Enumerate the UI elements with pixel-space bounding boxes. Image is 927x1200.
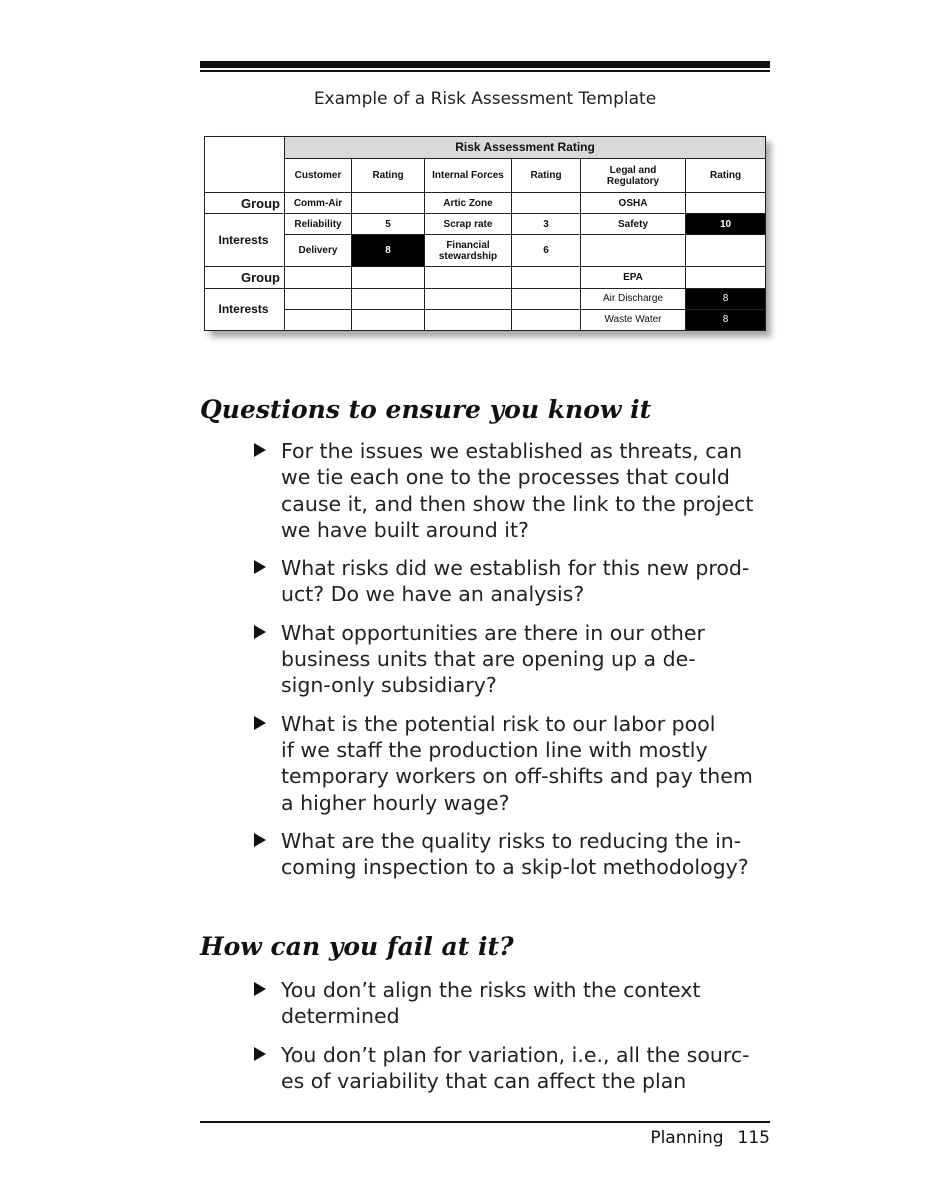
top-rule-thin (200, 70, 770, 72)
table-cell (425, 288, 512, 309)
list-item (254, 977, 774, 1030)
table-cell (352, 193, 425, 214)
bullet-triangle-icon (254, 716, 266, 730)
top-rule-thick (200, 61, 770, 68)
table-cell (285, 266, 352, 288)
list-item-text: You don’t align the risks with the context determined (281, 978, 701, 1029)
list-item-text: What is the potential risk to our labor pool if we staff the production line with mostly temporary workers on off-shifts and pay them a higher hourly wage? (281, 711, 753, 815)
list-item (254, 620, 774, 699)
col-header-customer: Customer (285, 159, 352, 193)
list-item-text: What opportunities are there in our other business units that are opening up a de- sign-only subsidiary? (281, 620, 705, 698)
table-cell (581, 235, 686, 266)
table-cell (425, 309, 512, 330)
table-cell (425, 266, 512, 288)
bullet-triangle-icon (254, 443, 266, 457)
corner-cell (205, 137, 285, 193)
col-header-internal-forces: Internal Forces (425, 159, 512, 193)
row-label-group: Group (205, 193, 285, 214)
bullet-triangle-icon (254, 833, 266, 847)
page-number: 115 (737, 1128, 770, 1148)
bullet-triangle-icon (254, 560, 266, 574)
table-cell: Safety (581, 214, 686, 235)
footer-chapter: Planning (650, 1128, 724, 1148)
table-cell (512, 193, 581, 214)
list-item-text: For the issues we established as threats, can we tie each one to the processes that could cause it, and then show the link to the project we have built around it? (281, 439, 754, 542)
list-item (254, 438, 774, 543)
table-cell (512, 309, 581, 330)
table-cell: Scrap rate (425, 214, 512, 235)
risk-assessment-table-wrap (204, 136, 765, 331)
list-item (254, 711, 774, 816)
table-cell: OSHA (581, 193, 686, 214)
table-cell (512, 266, 581, 288)
table-cell (352, 309, 425, 330)
list-item-text: What risks did we establish for this new prod- uct? Do we have an analysis? (281, 556, 750, 607)
bullet-triangle-icon (254, 625, 266, 639)
bullet-triangle-icon (254, 982, 266, 996)
list-item (254, 555, 774, 608)
row-label-interests: Interests (205, 214, 285, 266)
list-item (254, 828, 774, 881)
table-cell (512, 288, 581, 309)
list-item-text: What are the quality risks to reducing the in- coming inspection to a skip-lot methodology? (281, 828, 749, 880)
list-item-text: You don’t plan for variation, i.e., all the sourc- es of variability that can affect the plan (281, 1042, 750, 1093)
col-header-rating: Rating (512, 159, 581, 193)
row-label-interests: Interests (205, 288, 285, 330)
table-cell (352, 266, 425, 288)
section-heading-fail: How can you fail at it? (200, 932, 514, 961)
table-cell (686, 266, 766, 288)
table-cell: Waste Water (581, 309, 686, 330)
figure-caption: Example of a Risk Assessment Template (313, 89, 657, 109)
col-header-legal: Legal and Regulatory (581, 159, 686, 193)
table-cell: 3 (512, 214, 581, 235)
table-cell (686, 235, 766, 266)
table-cell-highlight: 8 (352, 235, 425, 266)
table-cell-highlight: 10 (686, 214, 766, 235)
col-header-rating: Rating (352, 159, 425, 193)
table-cell: Reliability (285, 214, 352, 235)
table-cell-highlight: 8 (686, 288, 766, 309)
questions-list (254, 438, 774, 892)
page-footer (650, 1128, 770, 1148)
table-cell: Artic Zone (425, 193, 512, 214)
table-cell: Financial stewardship (425, 235, 512, 266)
table-cell-highlight: 8 (686, 309, 766, 330)
risk-assessment-table (204, 136, 766, 331)
col-header-rating: Rating (686, 159, 766, 193)
table-cell (352, 288, 425, 309)
section-heading-questions: Questions to ensure you know it (200, 395, 652, 424)
bottom-rule (200, 1121, 770, 1123)
bullet-triangle-icon (254, 1047, 266, 1061)
table-cell: Delivery (285, 235, 352, 266)
table-cell: EPA (581, 266, 686, 288)
table-cell (686, 193, 766, 214)
table-cell (285, 309, 352, 330)
band-title: Risk Assessment Rating (285, 137, 766, 159)
table-cell: Comm-Air (285, 193, 352, 214)
row-label-group: Group (205, 266, 285, 288)
table-cell: 5 (352, 214, 425, 235)
table-cell: 6 (512, 235, 581, 266)
table-cell (285, 288, 352, 309)
list-item (254, 1042, 774, 1095)
fail-list (254, 977, 774, 1106)
table-cell: Air Discharge (581, 288, 686, 309)
